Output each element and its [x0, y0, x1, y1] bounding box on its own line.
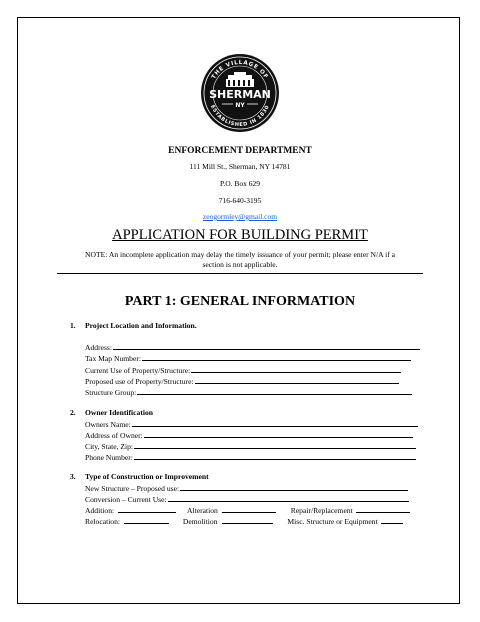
note-line-1: NOTE: An incomplete application may delay the timely issuance of your permit; please enter N/A if a: [85, 250, 395, 259]
tax-map-field[interactable]: [142, 353, 411, 361]
section-3-title: Type of Construction or Improvement: [85, 472, 209, 481]
section-2-heading: [70, 408, 153, 417]
repair-label: Repair/Replacement: [290, 506, 353, 515]
relocation-label: Relocation:: [85, 517, 121, 526]
new-structure-field[interactable]: [180, 483, 408, 491]
seal-top-arc-text: THE VILLAGE OF: [211, 59, 269, 81]
misc-field[interactable]: [381, 516, 403, 524]
seal-state: NY: [235, 102, 245, 109]
tax-map-row: [85, 353, 411, 363]
phone-label: Phone Number:: [85, 453, 133, 462]
department-name: ENFORCEMENT DEPARTMENT: [168, 146, 312, 156]
address-row: [85, 342, 420, 352]
structure-group-label: Structure Group:: [85, 388, 137, 397]
owner-address-field[interactable]: [144, 430, 413, 438]
demolition-field[interactable]: [222, 516, 273, 524]
addition-field[interactable]: [118, 505, 176, 513]
current-use-row: [85, 365, 401, 375]
addition-label: Addition:: [85, 506, 115, 515]
city-state-zip-label: City, State, Zip:: [85, 442, 134, 451]
section-1-number: 1.: [70, 321, 76, 330]
conversion-field[interactable]: [168, 494, 409, 502]
part-heading: PART 1: GENERAL INFORMATION: [124, 294, 356, 309]
repair-field[interactable]: [356, 505, 410, 513]
address-field[interactable]: [113, 342, 420, 350]
owner-address-label: Address of Owner:: [85, 431, 143, 440]
seal-bottom-arc-text: ESTABLISHED IN 1830: [209, 104, 271, 129]
section-3-heading: [70, 472, 209, 481]
section-1-title: Project Location and Information.: [85, 321, 197, 330]
section-3-number: 3.: [70, 472, 76, 481]
owners-name-label: Owners Name:: [85, 420, 131, 429]
conversion-row: [85, 494, 409, 504]
demolition-label: Demolition: [182, 517, 218, 526]
structure-group-field[interactable]: [137, 387, 412, 395]
owners-name-row: [85, 419, 418, 429]
form-title: APPLICATION FOR BUILDING PERMIT: [112, 227, 368, 243]
misc-label: Misc. Structure or Equipment: [287, 517, 378, 526]
department-phone: 716-640-3195: [218, 196, 262, 205]
department-address: 111 Mill St., Sherman, NY 14781: [189, 162, 291, 171]
owner-address-row: [85, 430, 413, 440]
new-structure-label: New Structure – Proposed use:: [85, 484, 180, 493]
section-1-heading: [70, 321, 197, 330]
proposed-use-field[interactable]: [195, 376, 399, 384]
city-state-zip-field[interactable]: [134, 441, 416, 449]
phone-row: [85, 452, 416, 462]
current-use-field[interactable]: [191, 365, 401, 373]
tax-map-label: Tax Map Number:: [85, 354, 141, 363]
relocation-field[interactable]: [124, 516, 169, 524]
owners-name-field[interactable]: [132, 419, 418, 427]
new-structure-row: [85, 483, 408, 493]
seal-name: SHERMAN: [209, 88, 271, 101]
note-line-2: section is not applicable.: [202, 260, 278, 269]
section-2-number: 2.: [70, 408, 76, 417]
city-state-zip-row: [85, 441, 416, 451]
alteration-label: Alteration: [187, 506, 218, 515]
department-po-box: P.O. Box 629: [219, 179, 260, 188]
relocation-row: [85, 516, 403, 526]
phone-field[interactable]: [134, 452, 416, 460]
alteration-field[interactable]: [222, 505, 276, 513]
addition-row: [85, 505, 410, 515]
department-email-link[interactable]: zeogormley@gmail.com: [202, 212, 278, 221]
proposed-use-label: Proposed use of Property/Structure:: [85, 377, 194, 386]
village-seal-logo: [200, 53, 280, 133]
structure-group-row: [85, 387, 412, 397]
address-label: Address:: [85, 343, 112, 352]
proposed-use-row: [85, 376, 399, 386]
divider: [57, 273, 423, 274]
conversion-label: Conversion – Current Use:: [85, 495, 167, 504]
section-2-title: Owner Identification: [85, 408, 153, 417]
current-use-label: Current Use of Property/Structure:: [85, 366, 191, 375]
